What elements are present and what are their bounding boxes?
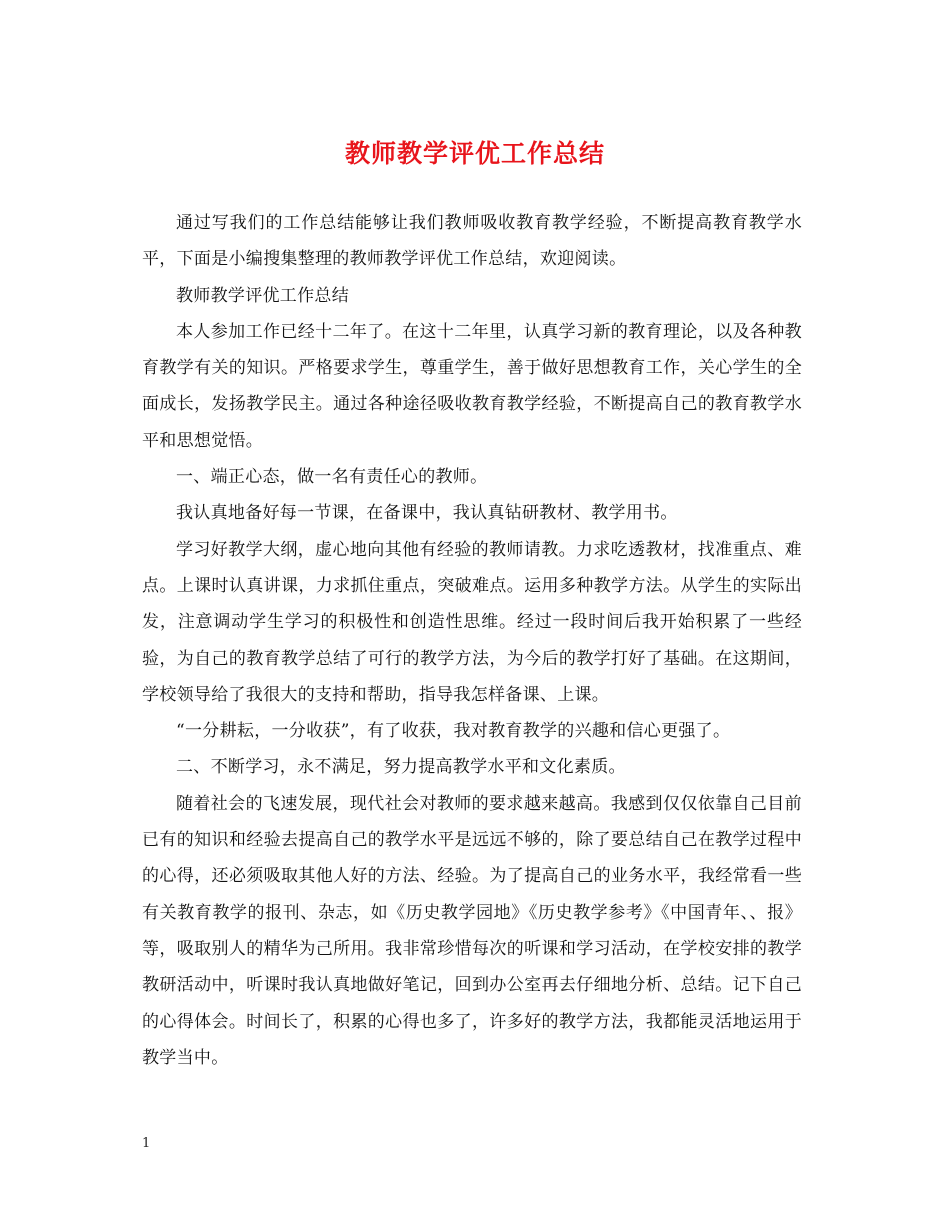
paragraph-continuous-learning: 随着社会的飞速发展，现代社会对教师的要求越来越高。我感到仅仅依靠自己目前已有的知识和经验去提高自己的教学水平是远远不够的，除了要总结自己在教学过程中的心得，还必须吸取其他人好的方法、经验。为了提高自己的业务水平，我经常看一些有关教育教学的报刊、杂志，如《历史教学园地》《历史教学参考》《中国青年、、报》等，吸取别人的精华为己所用。我非常珍惜每次的听课和学习活动，在学校安排的教学教研活动中，听课时我认真地做好笔记，回到办公室再去仔细地分析、总结。记下自己的心得体会。时间长了，积累的心得也多了，许多好的教学方法，我都能灵活地运用于教学当中。 [142, 793, 802, 1068]
page-number: 1 [142, 1136, 151, 1151]
section-heading-1: 一、端正心态，做一名有责任心的教师。 [176, 467, 488, 488]
paragraph-subtitle: 教师教学评优工作总结 [176, 285, 349, 306]
paragraph-intro: 通过写我们的工作总结能够让我们教师吸收教育教学经验，不断提高教育教学水平，下面是小编搜集整理的教师教学评优工作总结，欢迎阅读。 [142, 213, 802, 270]
paragraph-overview: 本人参加工作已经十二年了。在这十二年里，认真学习新的教育理论，以及各种教育教学有关的知识。严格要求学生，尊重学生，善于做好思想教育工作，关心学生的全面成长，发扬教学民主。通过各种途径吸收教育教学经验，不断提高自己的教育教学水平和思想觉悟。 [142, 321, 802, 451]
paragraph-teaching-methods: 学习好教学大纲，虚心地向其他有经验的教师请教。力求吃透教材，找准重点、难点。上课时认真讲课，力求抓住重点，突破难点。运用多种教学方法。从学生的实际出发，注意调动学生学习的积极性和创造性思维。经过一段时间后我开始积累了一些经验，为自己的教育教学总结了可行的教学方法，为今后的教学打好了基础。在这期间，学校领导给了我很大的支持和帮助，指导我怎样备课、上课。 [142, 539, 802, 705]
paragraph-lesson-prep: 我认真地备好每一节课，在备课中，我认真钻研教材、教学用书。 [176, 503, 678, 524]
document-body [142, 205, 802, 1076]
document-title: 教师教学评优工作总结 [344, 139, 605, 168]
paragraph-quote: “一分耕耘，一分收获”，有了收获，我对教育教学的兴趣和信心更强了。 [176, 721, 731, 742]
section-heading-2: 二、不断学习，永不满足，努力提高教学水平和文化素质。 [176, 757, 626, 778]
